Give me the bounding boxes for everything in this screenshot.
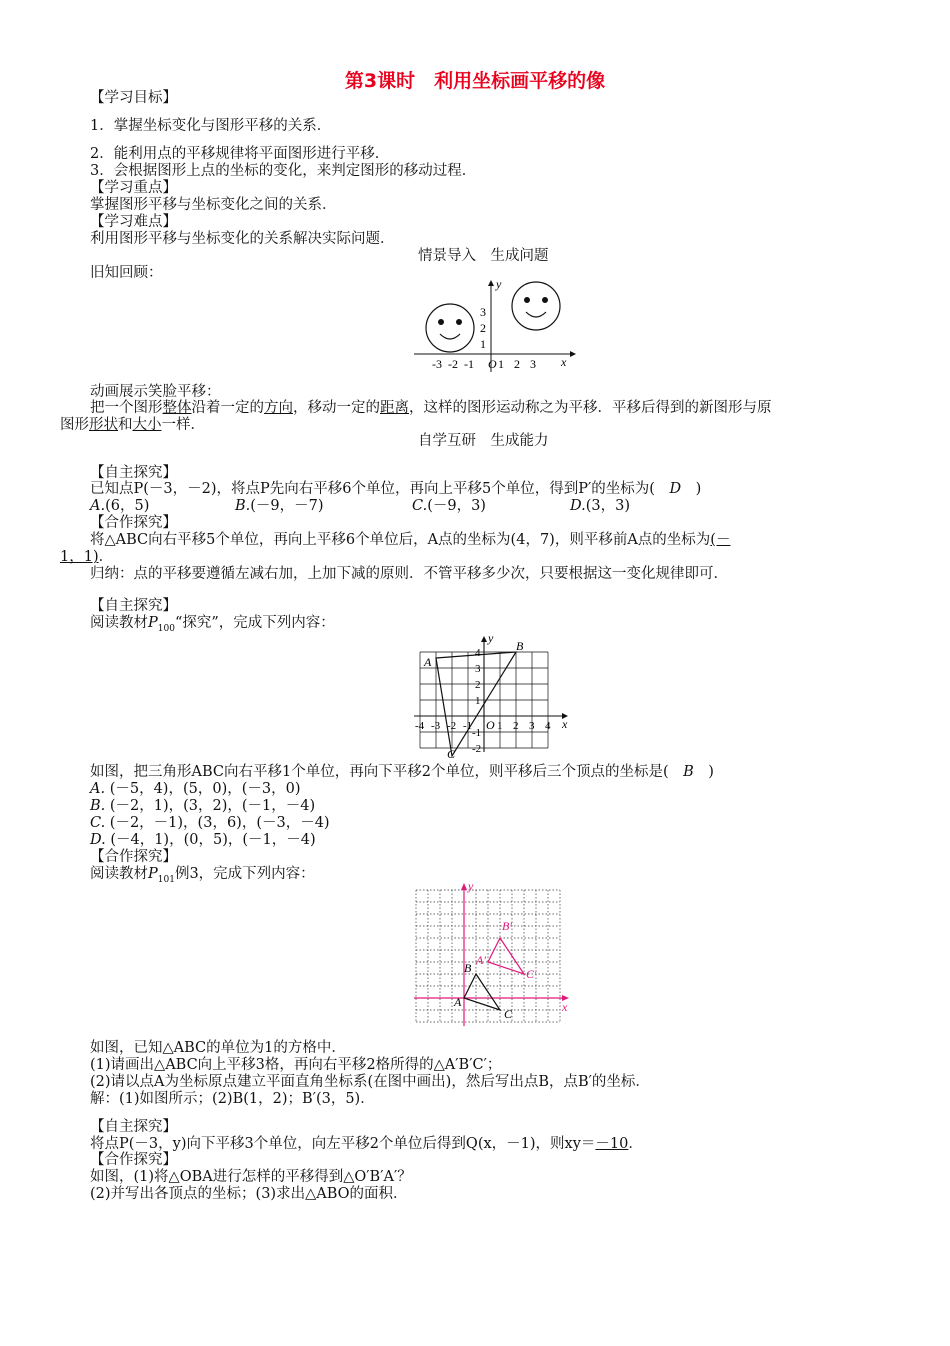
q1-option-b: B.(－9，－7) (235, 498, 324, 514)
y-tick: 4 (475, 647, 481, 659)
x-tick: -4 (415, 720, 425, 732)
animation-label: 动画展示笑脸平移： (90, 384, 221, 400)
smiley-left (426, 304, 474, 352)
vertex-c-prime-label: C′ (526, 967, 537, 981)
origin-label: O (486, 718, 495, 732)
blank-answer: 方向 (264, 400, 293, 416)
section-heading-2: 自学互研 生成能力 (418, 433, 549, 449)
objective-item: 1．掌握坐标变化与图形平移的关系． (90, 118, 332, 134)
q1-heading: 【自主探究】 (90, 465, 177, 481)
y-axis-arrow (461, 883, 467, 890)
vertex-a-prime-label: A′ (476, 953, 486, 967)
y-tick: 3 (480, 305, 486, 319)
q4-line: (2)请以点A为坐标原点建立平面直角坐标系(在图中画出)，然后写出点B，点B′的坐标． (90, 1074, 650, 1090)
dotted-grid (416, 890, 560, 1022)
y-tick: 2 (475, 679, 481, 691)
q3-answer: B (683, 764, 694, 780)
q2-heading: 【合作探究】 (90, 515, 177, 531)
key-point-heading: 【学习重点】 (90, 180, 177, 196)
page-title: 第3课时 利用坐标画平移的像 (344, 70, 606, 92)
x-tick: -3 (432, 357, 442, 371)
y-tick: 2 (480, 321, 486, 335)
y-label: y (496, 278, 502, 291)
x-tick: 4 (545, 720, 551, 732)
definition-line-1: 把一个图形整体沿着一定的方向，移动一定的距离，这样的图形运动称之为平移．平移后得到的新图形与原 (90, 400, 772, 416)
q1-answer: D (669, 481, 682, 497)
y-label: y (468, 880, 474, 893)
smiley-figure (410, 278, 580, 374)
objective-item: 2．能利用点的平移规律将平面图形进行平移． (90, 146, 390, 162)
q3-heading: 【自主探究】 (90, 598, 177, 614)
smiley-right (512, 282, 560, 330)
q1-option-c: C.(－9，3) (412, 498, 486, 514)
q3-intro: 阅读教材$P_{100}“$探究”，完成下列内容： (90, 615, 335, 634)
key-point-text: 掌握图形平移与坐标变化之间的关系． (90, 197, 337, 213)
q3-stem: 如图，把三角形ABC向右平移1个单位，再向下平移2个单位，则平移后三个顶点的坐标是( B ) (90, 764, 714, 780)
q3-option-c: C. (－2，－1)，(3，6)，(－3，－4) (90, 815, 330, 831)
difficulty-heading: 【学习难点】 (90, 214, 177, 230)
definition-line-2: 图形形状和大小一样． (60, 417, 205, 433)
x-tick: 3 (530, 357, 536, 371)
vertex-c-label: C (447, 747, 456, 758)
blank-answer: 整体 (162, 400, 192, 416)
y-tick: 1 (480, 337, 486, 351)
q4-line: (1)请画出△ABC向上平移3格，再向右平移2格所得的△A′B′C′； (90, 1057, 502, 1073)
y-tick: -1 (472, 727, 482, 739)
y-label: y (488, 631, 494, 645)
x-tick: -3 (431, 720, 441, 732)
summary: 归纳：点的平移要遵循左减右加，上加下减的原则．不管平移多少次，只要根据这一变化规律即可． (90, 566, 728, 582)
y-tick: 1 (475, 695, 481, 707)
y-axis-arrow (481, 636, 487, 642)
q6-line: 如图，(1)将△OBA进行怎样的平移得到△O′B′A′？ (90, 1169, 412, 1185)
q4-intro: 阅读教材$P_{101}$例3，完成下列内容： (90, 866, 315, 885)
x-tick: -2 (448, 357, 458, 371)
q1-option-a: A.(6，5) (90, 498, 150, 514)
q6-line: (2)并写出各顶点的坐标；(3)求出△ABO的面积． (90, 1186, 408, 1202)
q2-answer: 1，1) (60, 549, 99, 565)
x-tick: 1 (497, 720, 503, 732)
y-tick: 3 (475, 663, 481, 675)
q5-heading: 【自主探究】 (90, 1119, 177, 1135)
q2-stem: 将△ABC向右平移5个单位，再向上平移6个单位后，A点的坐标为(4，7)，则平移前A点的坐标为(－ (90, 532, 731, 548)
x-tick: -1 (464, 357, 474, 371)
triangle-abc (464, 974, 500, 1010)
x-label: x (562, 1000, 568, 1014)
section-heading-1: 情景导入 生成问题 (418, 248, 549, 264)
origin-label: O (488, 357, 497, 371)
review-label: 旧知回顾： (90, 265, 163, 281)
q4-line: 如图，已知△ABC的单位为1的方格中． (90, 1040, 346, 1056)
objective-item: 3．会根据图形上点的坐标的变化，来判定图形的移动过程． (90, 163, 477, 179)
x-tick: -2 (447, 720, 457, 732)
q2-stem-cont: 1，1)． (60, 549, 114, 565)
y-tick: -2 (472, 743, 482, 755)
vertex-b-prime-label: B′ (502, 919, 512, 933)
blank-answer: 形状 (89, 417, 118, 433)
blank-answer: 大小 (132, 417, 162, 433)
q5-stem: 将点P(－3，y)向下平移3个单位，向左平移2个单位后得到Q(x，－1)，则xy＝－10． (90, 1136, 643, 1152)
blank-answer: 距离 (380, 400, 409, 416)
x-tick: 1 (498, 357, 504, 371)
q1-option-d: D.(3，3) (570, 498, 630, 514)
q2-answer: (－ (710, 532, 731, 548)
q5-answer: －10 (595, 1136, 629, 1152)
x-tick: 3 (529, 720, 535, 732)
vertex-b-label: B (516, 639, 524, 653)
dotted-grid-figure (412, 880, 577, 1030)
x-label: x (561, 355, 567, 369)
x-axis-arrow (570, 351, 576, 357)
triangle-abc-prime (488, 938, 524, 974)
x-tick: 2 (514, 357, 520, 371)
q3-option-b: B. (－2，1)，(3，2)，(－1，－4) (90, 798, 316, 814)
difficulty-text: 利用图形平移与坐标变化的关系解决实际问题． (90, 231, 395, 247)
x-tick: -1 (463, 720, 473, 732)
q3-option-a: A. (－5，4)，(5，0)，(－3，0) (90, 781, 301, 797)
q4-heading: 【合作探究】 (90, 849, 177, 865)
vertex-a-label: A (454, 995, 462, 1009)
vertex-c-label: C (504, 1007, 513, 1021)
q1-stem: 已知点P(－3，－2)，将点P先向右平移6个单位，再向上平移5个单位，得到P′的坐标为( D ) (90, 481, 702, 497)
y-axis-arrow (488, 280, 494, 286)
x-label: x (562, 717, 568, 731)
vertex-a-label: A (424, 655, 432, 669)
q4-solution: 解：(1)如图所示；(2)B(1，2)；B′(3，5)． (90, 1091, 375, 1107)
objectives-heading: 【学习目标】 (90, 90, 177, 106)
q6-heading: 【合作探究】 (90, 1152, 177, 1168)
triangle-grid-figure (412, 628, 577, 758)
vertex-b-label: B (464, 961, 472, 975)
x-tick: 2 (513, 720, 519, 732)
q3-option-d: D. (－4，1)，(0，5)，(－1，－4) (90, 832, 316, 848)
